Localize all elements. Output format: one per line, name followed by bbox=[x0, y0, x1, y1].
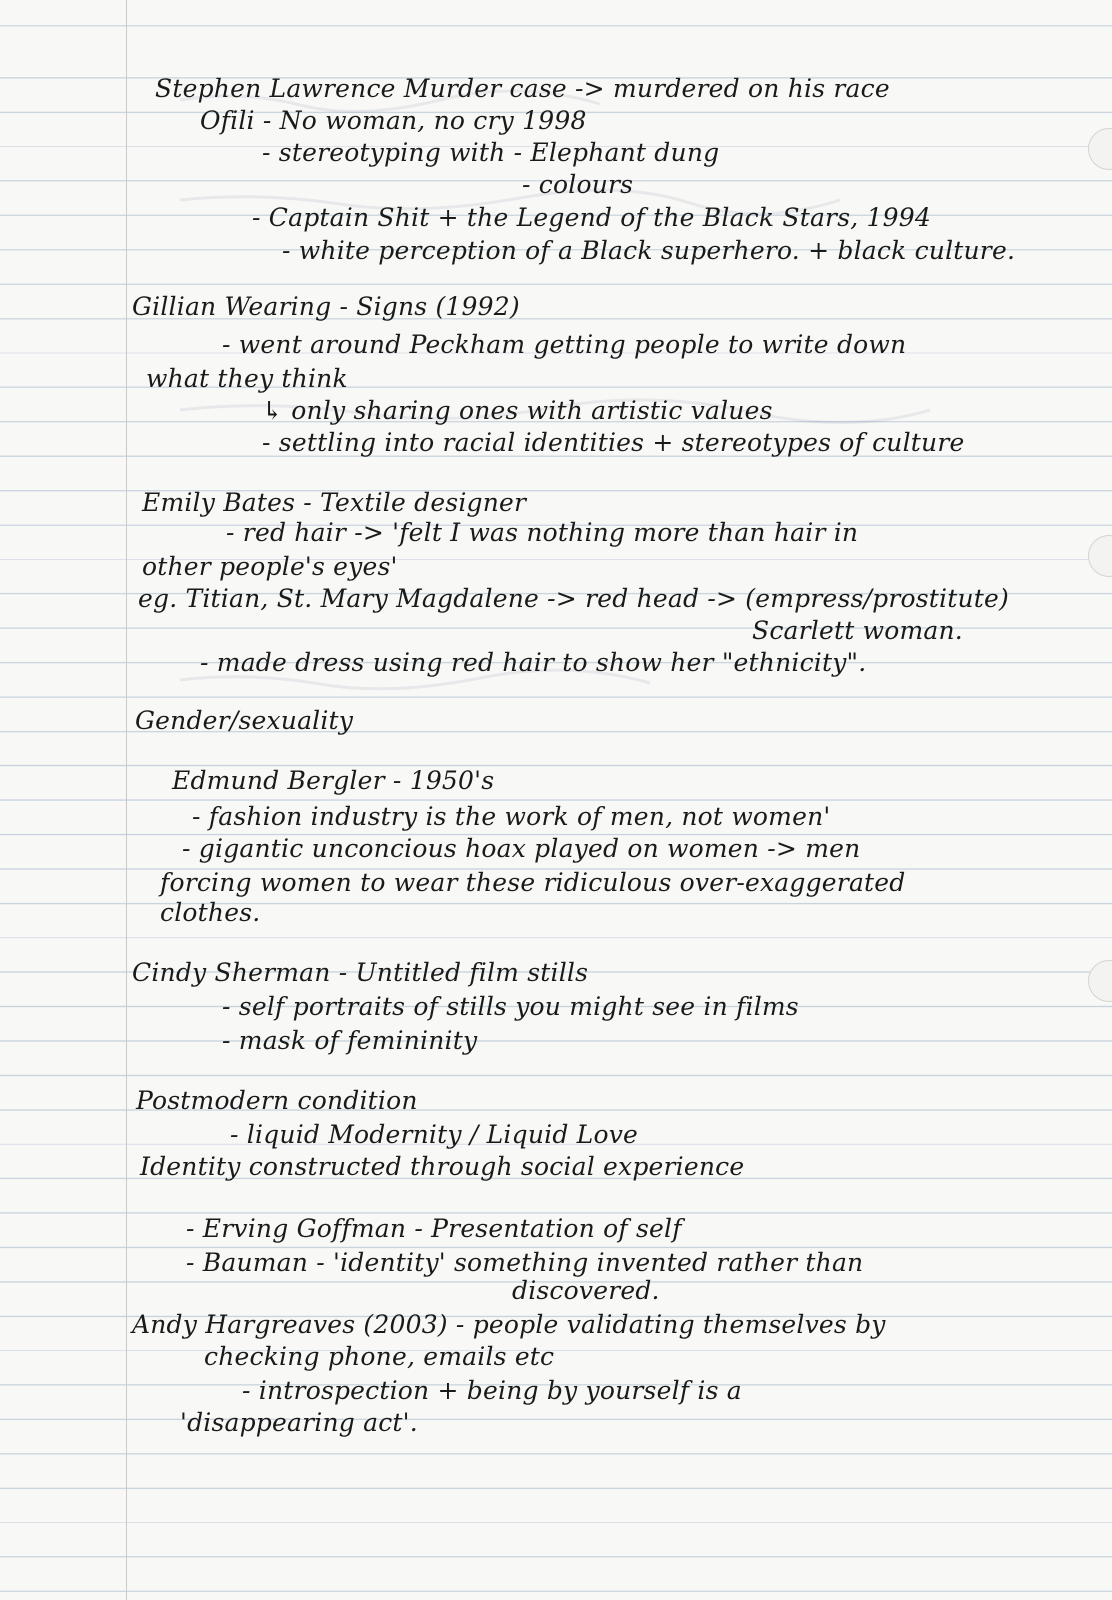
note-line: - went around Peckham getting people to write down bbox=[222, 330, 907, 359]
note-line: Emily Bates - Textile designer bbox=[142, 488, 527, 517]
section-heading: Gender/sexuality bbox=[135, 706, 354, 735]
note-line: - liquid Modernity / Liquid Love bbox=[230, 1120, 639, 1149]
note-line: Ofili - No woman, no cry 1998 bbox=[200, 106, 587, 135]
note-line: discovered. bbox=[512, 1276, 660, 1305]
note-line: other people's eyes' bbox=[142, 552, 398, 581]
note-line: - colours bbox=[522, 170, 634, 199]
note-line: eg. Titian, St. Mary Magdalene -> red head -> (empress/prostitute) bbox=[138, 584, 1009, 613]
note-line: Identity constructed through social experience bbox=[140, 1152, 745, 1181]
note-line: - gigantic unconcious hoax played on women -> men bbox=[182, 834, 861, 863]
note-line: checking phone, emails etc bbox=[204, 1342, 555, 1371]
note-line: 'disappearing act'. bbox=[180, 1408, 418, 1437]
note-line: - Captain Shit + the Legend of the Black Stars, 1994 bbox=[252, 203, 931, 232]
note-line: - white perception of a Black superhero. + black culture. bbox=[282, 236, 1016, 265]
note-line: - fashion industry is the work of men, not women' bbox=[192, 802, 831, 831]
note-line: - stereotyping with - Elephant dung bbox=[262, 138, 720, 167]
note-line: - mask of femininity bbox=[222, 1026, 478, 1055]
note-line: - made dress using red hair to show her "ethnicity". bbox=[200, 648, 867, 677]
note-line: Cindy Sherman - Untitled film stills bbox=[132, 958, 589, 987]
note-line: what they think bbox=[146, 364, 348, 393]
note-line: - red hair -> 'felt I was nothing more than hair in bbox=[226, 518, 859, 547]
note-line: Edmund Bergler - 1950's bbox=[172, 766, 495, 795]
punch-hole bbox=[1088, 960, 1112, 1002]
note-line: Andy Hargreaves (2003) - people validating themselves by bbox=[132, 1310, 886, 1339]
note-line: - Erving Goffman - Presentation of self bbox=[186, 1214, 682, 1243]
punch-hole bbox=[1088, 535, 1112, 577]
note-line: - settling into racial identities + stereotypes of culture bbox=[262, 428, 965, 457]
note-line: ↳ only sharing ones with artistic values bbox=[262, 396, 773, 425]
note-line: Stephen Lawrence Murder case -> murdered on his race bbox=[155, 74, 890, 103]
margin-line bbox=[126, 0, 127, 1600]
punch-hole bbox=[1088, 128, 1112, 170]
note-line: - self portraits of stills you might see in films bbox=[222, 992, 799, 1021]
note-line: clothes. bbox=[160, 898, 261, 927]
note-line: - introspection + being by yourself is a bbox=[242, 1376, 742, 1405]
note-line: Scarlett woman. bbox=[752, 616, 963, 645]
note-line: - Bauman - 'identity' something invented rather than bbox=[186, 1248, 864, 1277]
note-line: forcing women to wear these ridiculous over-exaggerated bbox=[160, 868, 906, 897]
note-line: Postmodern condition bbox=[136, 1086, 418, 1115]
note-line: Gillian Wearing - Signs (1992) bbox=[132, 292, 520, 321]
